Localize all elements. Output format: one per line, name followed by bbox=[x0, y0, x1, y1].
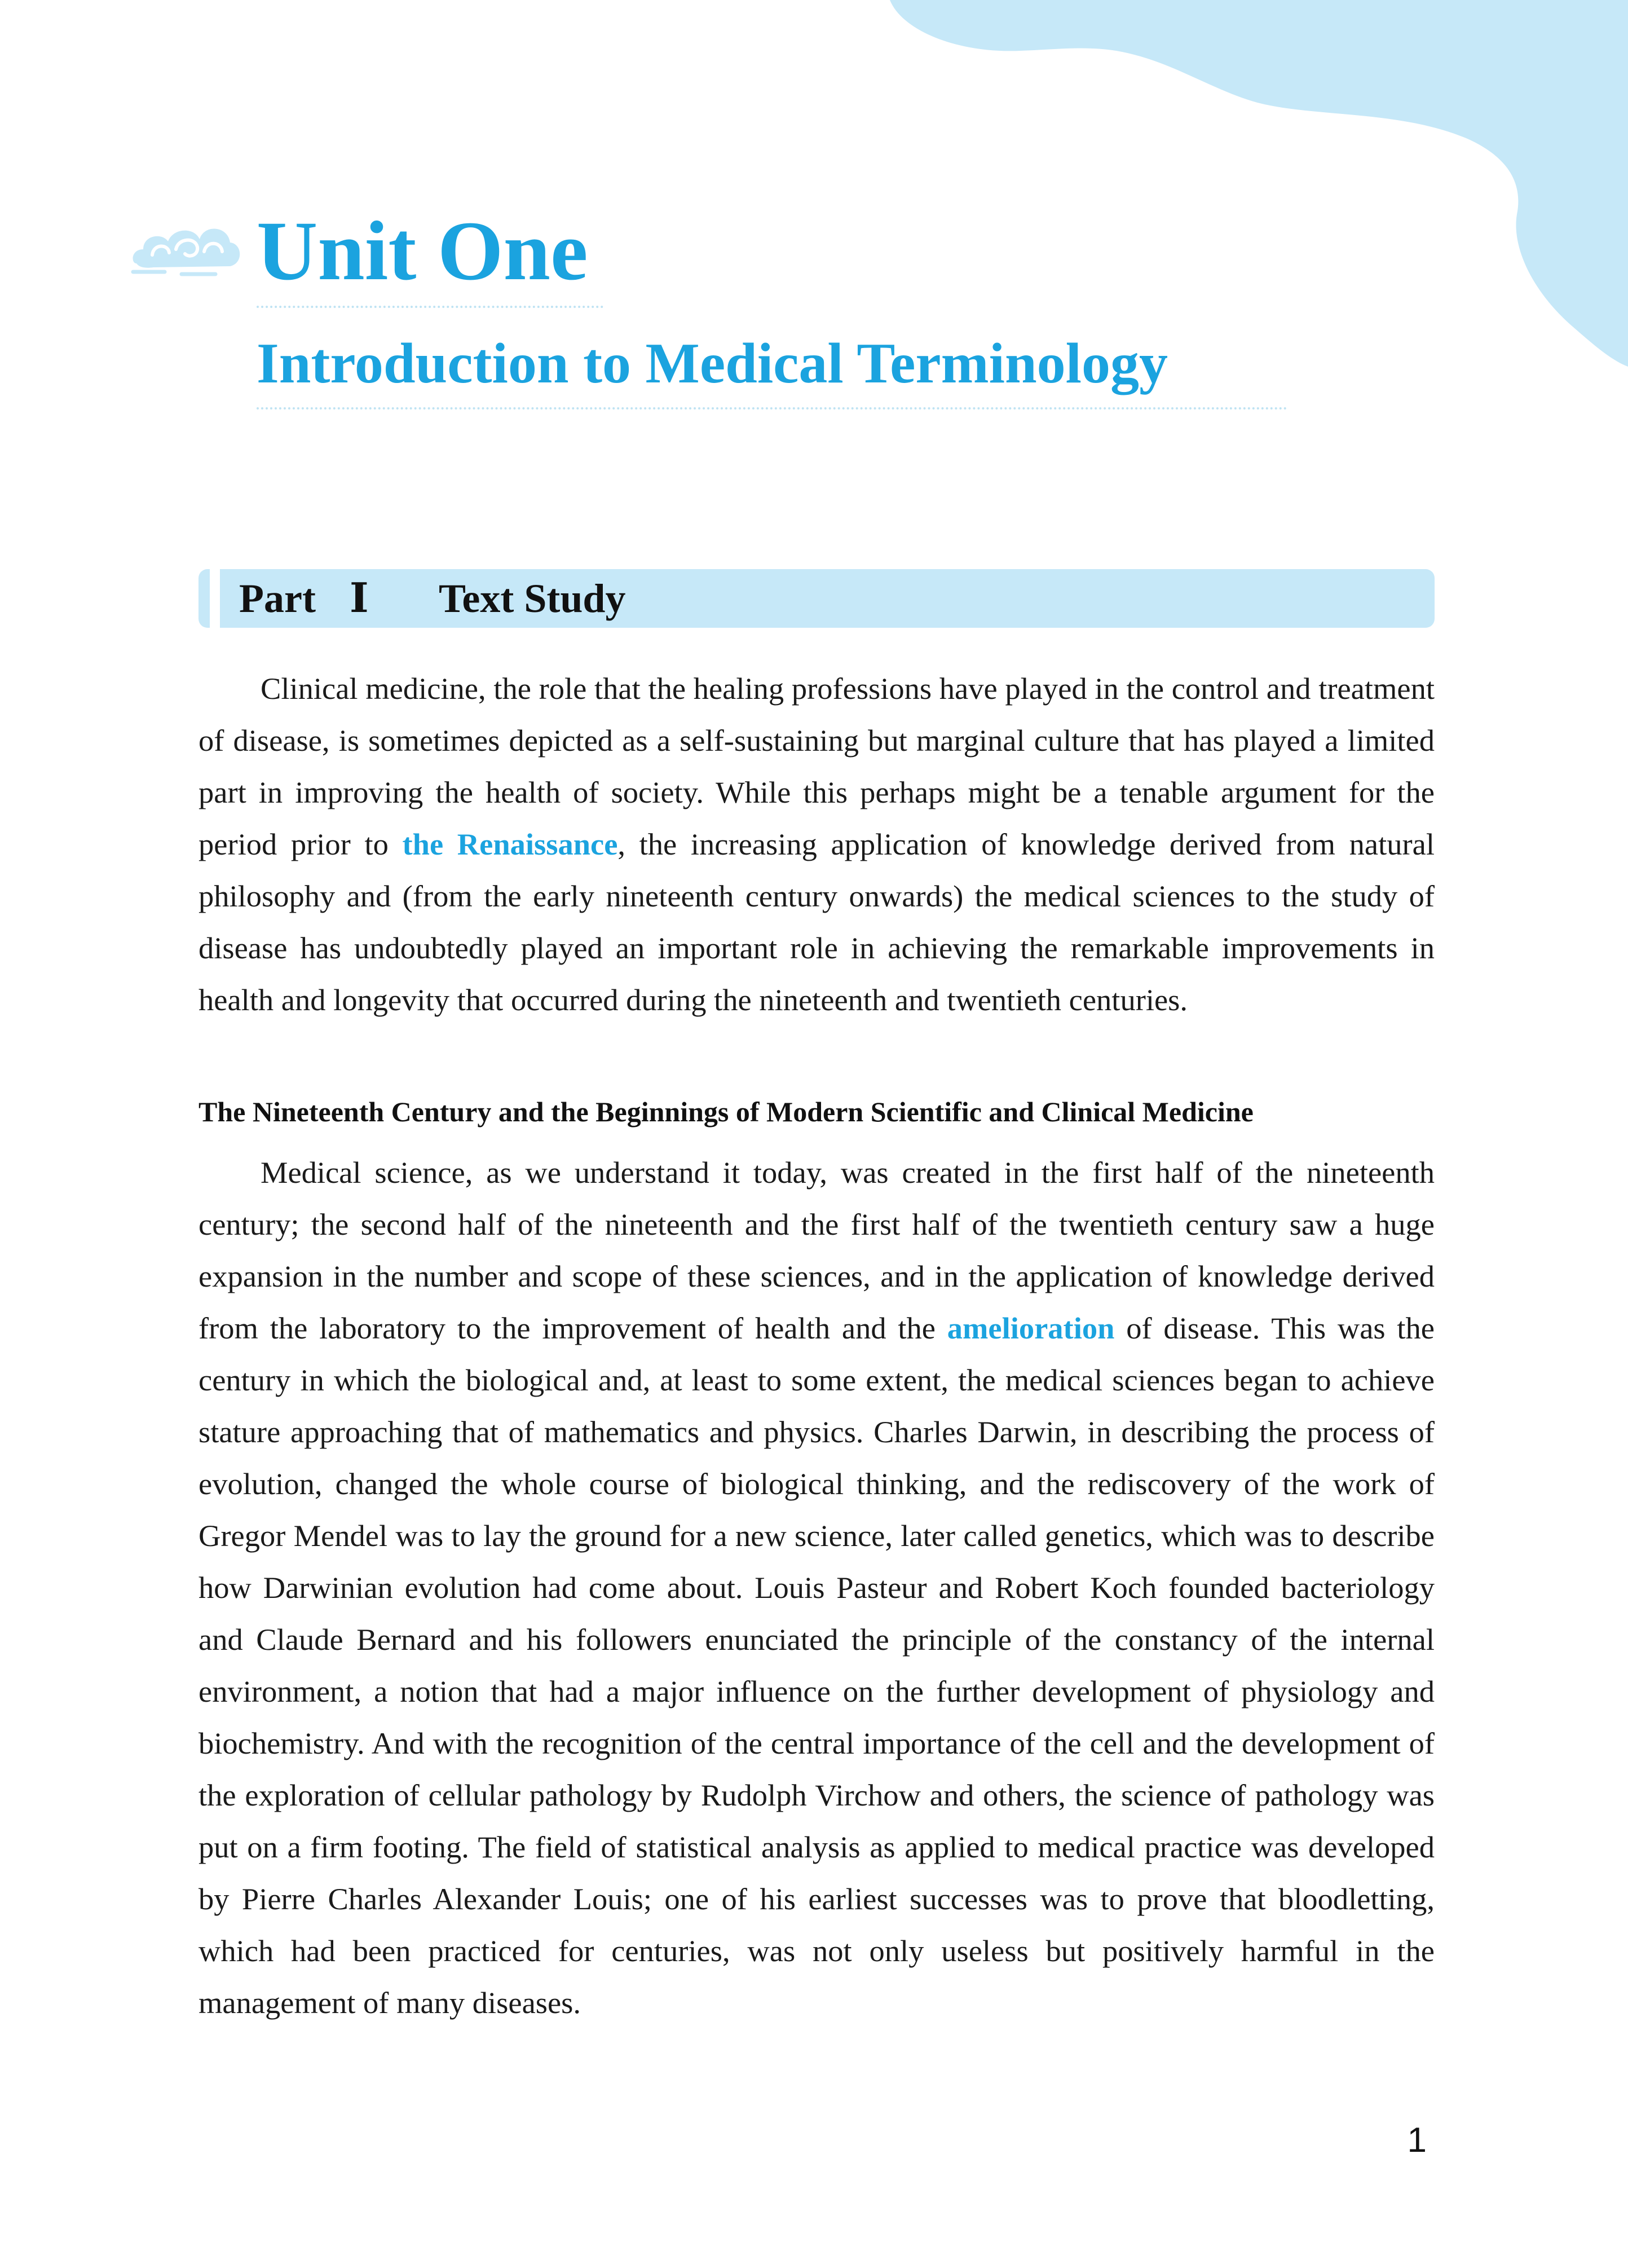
part-title: Text Study bbox=[439, 576, 626, 621]
paragraph-nineteenth-century-text-1: Medical science, as we understand it today, was created in the first half of the nineteenth century; the second half of the nineteenth and the first half of the twentieth century saw a huge expansion in the number and scope of these sciences, and in the application of knowledge derived from the laboratory to the improvement of health and the bbox=[198, 1155, 1435, 1345]
unit-subtitle-rule bbox=[257, 407, 1287, 409]
unit-title: Unit One bbox=[257, 204, 588, 298]
cloud-swirl-icon bbox=[131, 204, 244, 278]
unit-title-rule bbox=[257, 306, 603, 308]
paragraph-nineteenth-century-text-2: of disease. This was the century in which the biological and, at least to some extent, the medical sciences began to achieve stature approaching that of mathematics and physics. Charles Darwin, in describing the process of evolution, changed the whole course of biological thinking, and the rediscovery of the work of Gregor Mendel was to lay the ground for a new science, later called genetics, which was to describe how Darwinian evolution had come about. Louis Pasteur and Robert Koch founded bacteriology and Claude Bernard and his followers enunciated the principle of the constancy of the internal environment, a notion that had a major influence on the further development of physiology and biochemistry. And with the recognition of the central importance of the cell and the development of the exploration of cellular pathology by Rudolph Virchow and others, the science of pathology was put on a firm footing. The field of statistical analysis as applied to medical practice was developed by Pierre Charles Alexander Louis; one of his earliest successes was to prove that bloodletting, which had been practiced for centuries, was not only useless but positively harmful in the management of many diseases. bbox=[198, 1311, 1435, 2020]
paragraph-intro-text-2: , the increasing application of knowledge derived from natural philosophy and (from the early nineteenth century onwards) the medical sciences to the study of disease has undoubtedly played an important role in achieving the remarkable improvements in health and longevity that occurred during the nineteenth and twentieth centuries. bbox=[198, 827, 1435, 1017]
part-heading-accent bbox=[210, 569, 220, 628]
term-the-renaissance[interactable]: the Renaissance bbox=[402, 827, 618, 861]
paragraph-nineteenth-century bbox=[198, 1147, 1435, 2029]
page-number: 1 bbox=[1407, 2121, 1427, 2160]
paragraph-intro bbox=[198, 663, 1435, 1026]
part-numeral: Ⅰ bbox=[350, 576, 369, 621]
paragraph-intro-text-1: Clinical medicine, the role that the healing professions have played in the control and treatment of disease, is sometimes depicted as a self-sustaining but marginal culture that has played a limited part in improving the health of society. While this perhaps might be a tenable argument for the period prior to bbox=[198, 671, 1435, 861]
part-heading-bar bbox=[198, 569, 1435, 628]
part-label: Part bbox=[239, 576, 316, 621]
unit-subtitle: Introduction to Medical Terminology bbox=[257, 332, 1168, 395]
section-heading: The Nineteenth Century and the Beginnings of Modern Scientific and Clinical Medicine bbox=[198, 1096, 1254, 1128]
term-amelioration[interactable]: amelioration bbox=[947, 1311, 1115, 1345]
